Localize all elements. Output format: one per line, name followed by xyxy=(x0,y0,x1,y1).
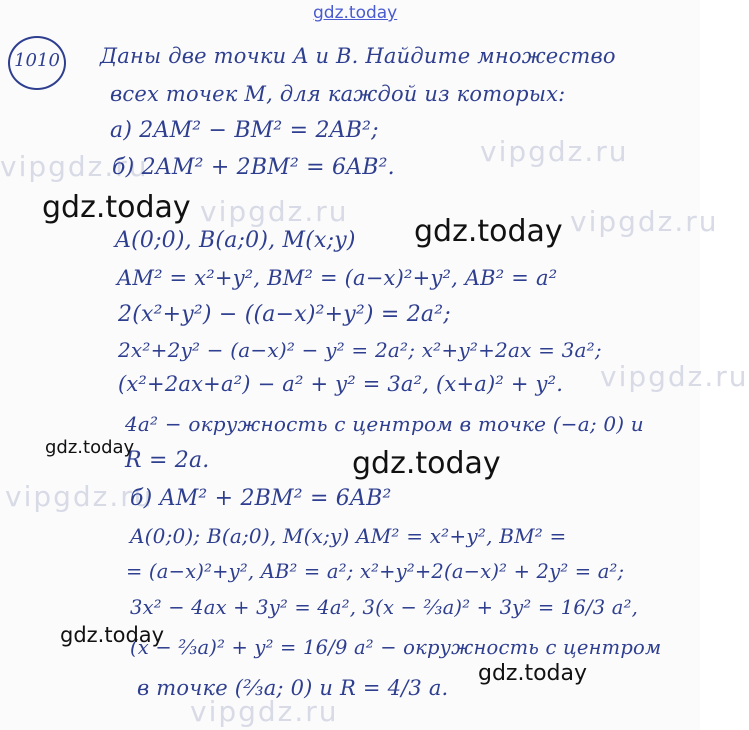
text-line: 3x² − 4ax + 3y² = 4a², 3(x − ⅔a)² + 3y² = 16/3 a², xyxy=(130,596,638,619)
text-line: всех точек M, для каждой из которых: xyxy=(110,82,566,106)
text-line: б) AM² + 2BM² = 6AB² xyxy=(130,486,392,511)
text-line: A(0;0); B(a;0), M(x;y) AM² = x²+y², BM² = xyxy=(130,524,567,548)
text-line: 2(x²+y²) − ((a−x)²+y²) = 2a²; xyxy=(118,302,451,327)
text-line: Даны две точки A и B. Найдите множество xyxy=(100,44,616,68)
text-line: (x²+2ax+a²) − a² + y² = 3a², (x+a)² + y². xyxy=(118,372,564,396)
text-line: в точке (⅔a; 0) и R = 4/3 a. xyxy=(137,676,449,700)
watermark-text: gdz.today xyxy=(352,446,501,481)
watermark-text: gdz.today xyxy=(42,190,191,225)
text-line: б) 2AM² + 2BM² = 6AB². xyxy=(112,155,395,180)
problem-number: 1010 xyxy=(14,50,60,71)
watermark-link[interactable]: gdz.today xyxy=(313,3,398,23)
text-line: 2x²+2y² − (a−x)² − y² = 2a²; x²+y²+2ax = 3a²; xyxy=(118,338,602,362)
background-watermark: vipgdz.ru xyxy=(600,360,749,393)
text-line: AM² = x²+y², BM² = (a−x)²+y², AB² = a² xyxy=(117,266,558,290)
background-watermark: vipgdz.ru xyxy=(570,205,719,238)
text-line: а) 2AM² − BM² = 2AB²; xyxy=(110,118,379,143)
watermark-text: gdz.today xyxy=(60,623,165,647)
background-watermark: vipgdz.ru xyxy=(480,135,629,168)
watermark-text: gdz.today xyxy=(414,214,563,249)
text-line: = (a−x)²+y², AB² = a²; x²+y²+2(a−x)² + 2y² = a²; xyxy=(126,560,625,583)
text-line: (x − ⅔a)² + y² = 16/9 a² − окружность с центром xyxy=(130,636,662,659)
text-line: A(0;0), B(a;0), M(x;y) xyxy=(115,228,356,253)
background-watermark: vipgdz.ru xyxy=(0,150,149,183)
text-line: 4a² − окружность с центром в точке (−a; 0) и xyxy=(125,412,644,436)
text-line: R = 2a. xyxy=(125,448,210,473)
problem-number-circle xyxy=(8,36,66,90)
watermark-text: gdz.today xyxy=(45,437,135,458)
watermark-text: gdz.today xyxy=(478,661,588,686)
background-watermark: vipgdz.ru xyxy=(200,195,349,228)
background-watermark: vipgdz.ru xyxy=(190,695,339,728)
background-watermark: vipgdz.ru xyxy=(5,480,154,513)
